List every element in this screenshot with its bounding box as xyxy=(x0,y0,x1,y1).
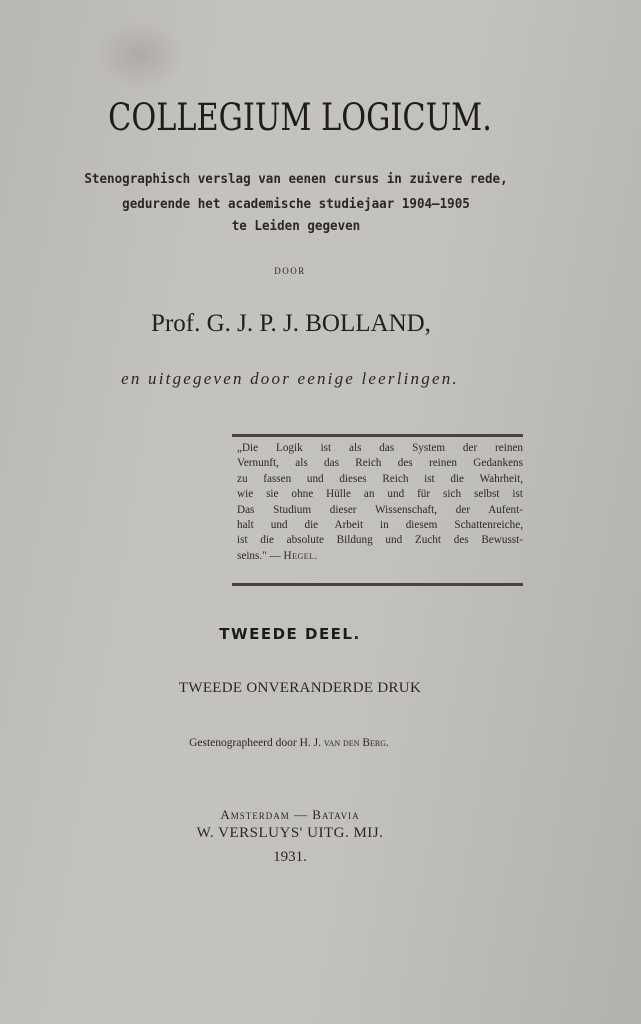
imprint-publisher: W. VERSLUYS' UITG. MIJ. xyxy=(196,825,384,841)
author-name: Prof. G. J. P. J. BOLLAND, xyxy=(151,310,431,337)
epigraph-bottom-rule xyxy=(232,583,523,586)
epigraph-line: Das Studium dieser Wissenschaft, der Aufent- xyxy=(237,503,523,516)
volume-label: TWEEDE DEEL. xyxy=(219,625,361,643)
epigraph-line: wie sie ohne Hülle an und für sich selbst ist xyxy=(237,488,523,501)
subtitle-line-1: Stenographisch verslag van eenen cursus in zuivere rede, xyxy=(84,171,508,187)
epigraph-line: ist die absolute Bildung und Zucht des Bewusst- xyxy=(237,534,523,547)
epigraph-line: Vernunft, als das Reich des reinen Gedankens xyxy=(237,457,523,470)
epigraph-last-line xyxy=(237,549,523,564)
subtitle-line-2: gedurende het academische studiejaar 1904—1905 xyxy=(122,196,470,212)
paper-stain xyxy=(95,20,185,90)
book-title: COLLEGIUM LOGICUM. xyxy=(108,96,492,139)
stenographer-label: Gestenographeerd door H. J. xyxy=(189,737,324,749)
edition-label: TWEEDE ONVERANDERDE DRUK xyxy=(178,680,422,696)
stenographer-credit xyxy=(0,737,578,749)
epigraph-line: halt und die Arbeit in diesem Schattenreiche, xyxy=(237,519,523,532)
subtitle-line-3: te Leiden gegeven xyxy=(231,218,361,234)
epigraph-line: zu fassen und dieses Reich ist die Wahrheit, xyxy=(237,472,523,485)
by-label: DOOR xyxy=(274,266,306,276)
imprint-place: Amsterdam — Batavia xyxy=(220,807,360,822)
epigraph xyxy=(237,441,527,564)
epigraph-top-rule xyxy=(232,434,523,437)
stenographer-name: van den Berg. xyxy=(323,737,389,749)
epigraph-attribution: Hegel. xyxy=(283,549,318,562)
epigraph-line: seins." — xyxy=(237,549,284,562)
epigraph-line: „Die Logik ist als das System der reinen xyxy=(237,442,523,454)
publisher-note: en uitgegeven door eenige leerlingen. xyxy=(121,369,459,388)
imprint-year: 1931. xyxy=(273,849,307,865)
